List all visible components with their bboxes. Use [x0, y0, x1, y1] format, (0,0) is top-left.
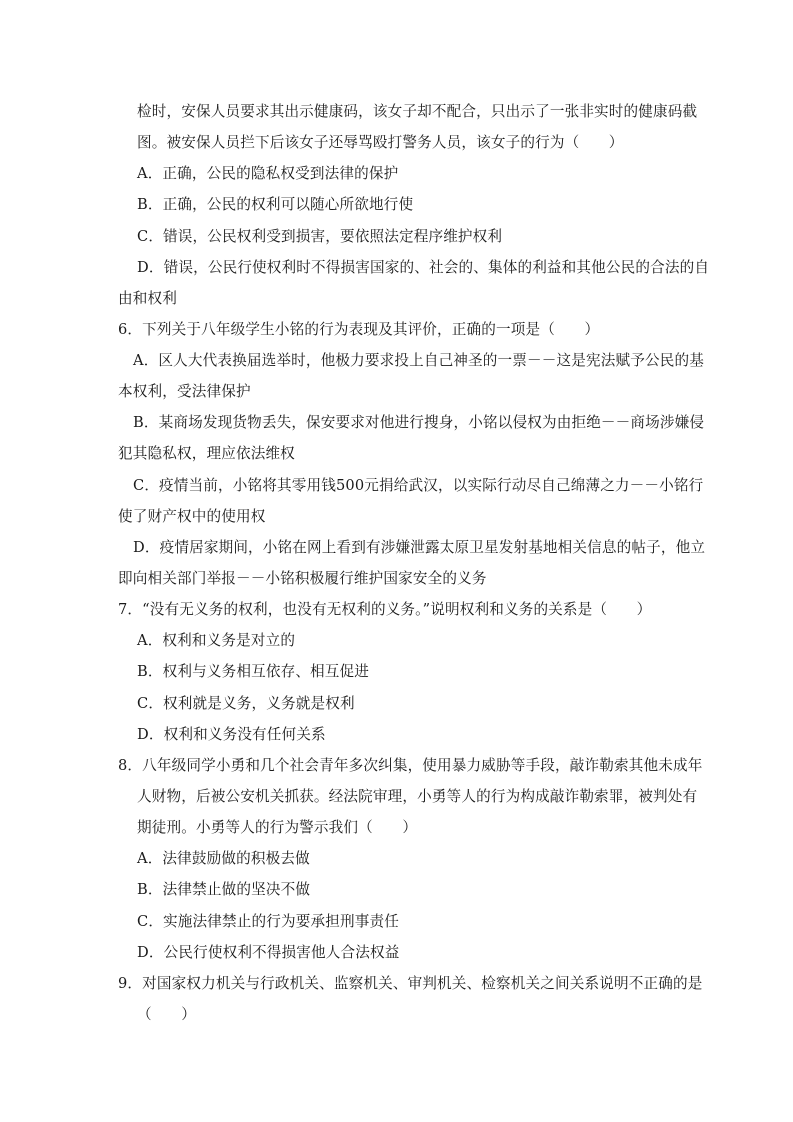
question-7-option-c: C．权利就是义务，义务就是权利: [137, 695, 355, 712]
question-6-option-a-line-2: 本权利，受法律保护: [118, 383, 251, 400]
question-7-option-a: A．权利和义务是对立的: [137, 632, 296, 649]
question-5-option-c: C．错误，公民权利受到损害，要依照法定程序维护权利: [137, 228, 503, 245]
question-8-option-d: D．公民行使权利不得损害他人合法权益: [137, 944, 400, 961]
question-8-stem-line-3: 期徒刑。小勇等人的行为警示我们（ ）: [137, 819, 418, 836]
question-8-option-b: B．法律禁止做的坚决不做: [137, 881, 311, 898]
question-6-option-c-line-2: 使了财产权中的使用权: [118, 508, 266, 525]
question-5-option-d-line-2: 由和权利: [118, 290, 177, 307]
question-5-stem-line-1: 检时，安保人员要求其出示健康码，该女子却不配合，只出示了一张非实时的健康码截: [137, 103, 698, 120]
question-5-option-a: A．正确，公民的隐私权受到法律的保护: [137, 165, 399, 182]
question-6-option-d-line-1: D．疫情居家期间，小铭在网上看到有涉嫌泄露太原卫星发射基地相关信息的帖子，他立: [133, 539, 706, 556]
question-8-stem-line-1: 8．八年级同学小勇和几个社会青年多次纠集，使用暴力威胁等手段，敲诈勒索其他未成年: [118, 757, 703, 774]
question-7-stem: 7．“没有无义务的权利，也没有无权利的义务。”说明权利和义务的关系是（ ）: [118, 601, 652, 618]
question-8-option-a: A．法律鼓励做的积极去做: [137, 850, 310, 867]
question-6-option-a-line-1: A．区人大代表换届选举时，他极力要求投上自己神圣的一票－－这是宪法赋予公民的基: [133, 352, 704, 369]
question-6-option-b-line-1: B．某商场发现货物丢失，保安要求对他进行搜身，小铭以侵权为由拒绝－－商场涉嫌侵: [133, 414, 705, 431]
question-9-stem-line-1: 9．对国家权力机关与行政机关、监察机关、审判机关、检察机关之间关系说明不正确的是: [118, 975, 703, 992]
question-5-option-d-line-1: D．错误，公民行使权利时不得损害国家的、社会的、集体的利益和其他公民的合法的自: [137, 259, 710, 276]
question-6-stem: 6．下列关于八年级学生小铭的行为表现及其评价，正确的一项是（ ）: [118, 321, 600, 338]
question-6-option-c-line-1: C．疫情当前，小铭将其零用钱500元捐给武汉，以实际行动尽自己绵薄之力－－小铭行: [133, 477, 704, 494]
question-5-option-b: B．正确，公民的权利可以随心所欲地行使: [137, 196, 414, 213]
question-9-stem-line-2: （ ）: [137, 1006, 196, 1023]
question-8-stem-line-2: 人财物，后被公安机关抓获。经法院审理，小勇等人的行为构成敲诈勒索罪，被判处有: [137, 788, 698, 805]
question-8-option-c: C．实施法律禁止的行为要承担刑事责任: [137, 913, 399, 930]
question-6-option-b-line-2: 犯其隐私权，理应依法维权: [118, 445, 295, 462]
question-6-option-d-line-2: 即向相关部门举报－－小铭积极履行维护国家安全的义务: [118, 570, 487, 587]
question-7-option-b: B．权利与义务相互依存、相互促进: [137, 663, 370, 680]
question-7-option-d: D．权利和义务没有任何关系: [137, 726, 326, 743]
question-5-stem-line-2: 图。被安保人员拦下后该女子还辱骂殴打警务人员，该女子的行为（ ）: [137, 134, 624, 151]
